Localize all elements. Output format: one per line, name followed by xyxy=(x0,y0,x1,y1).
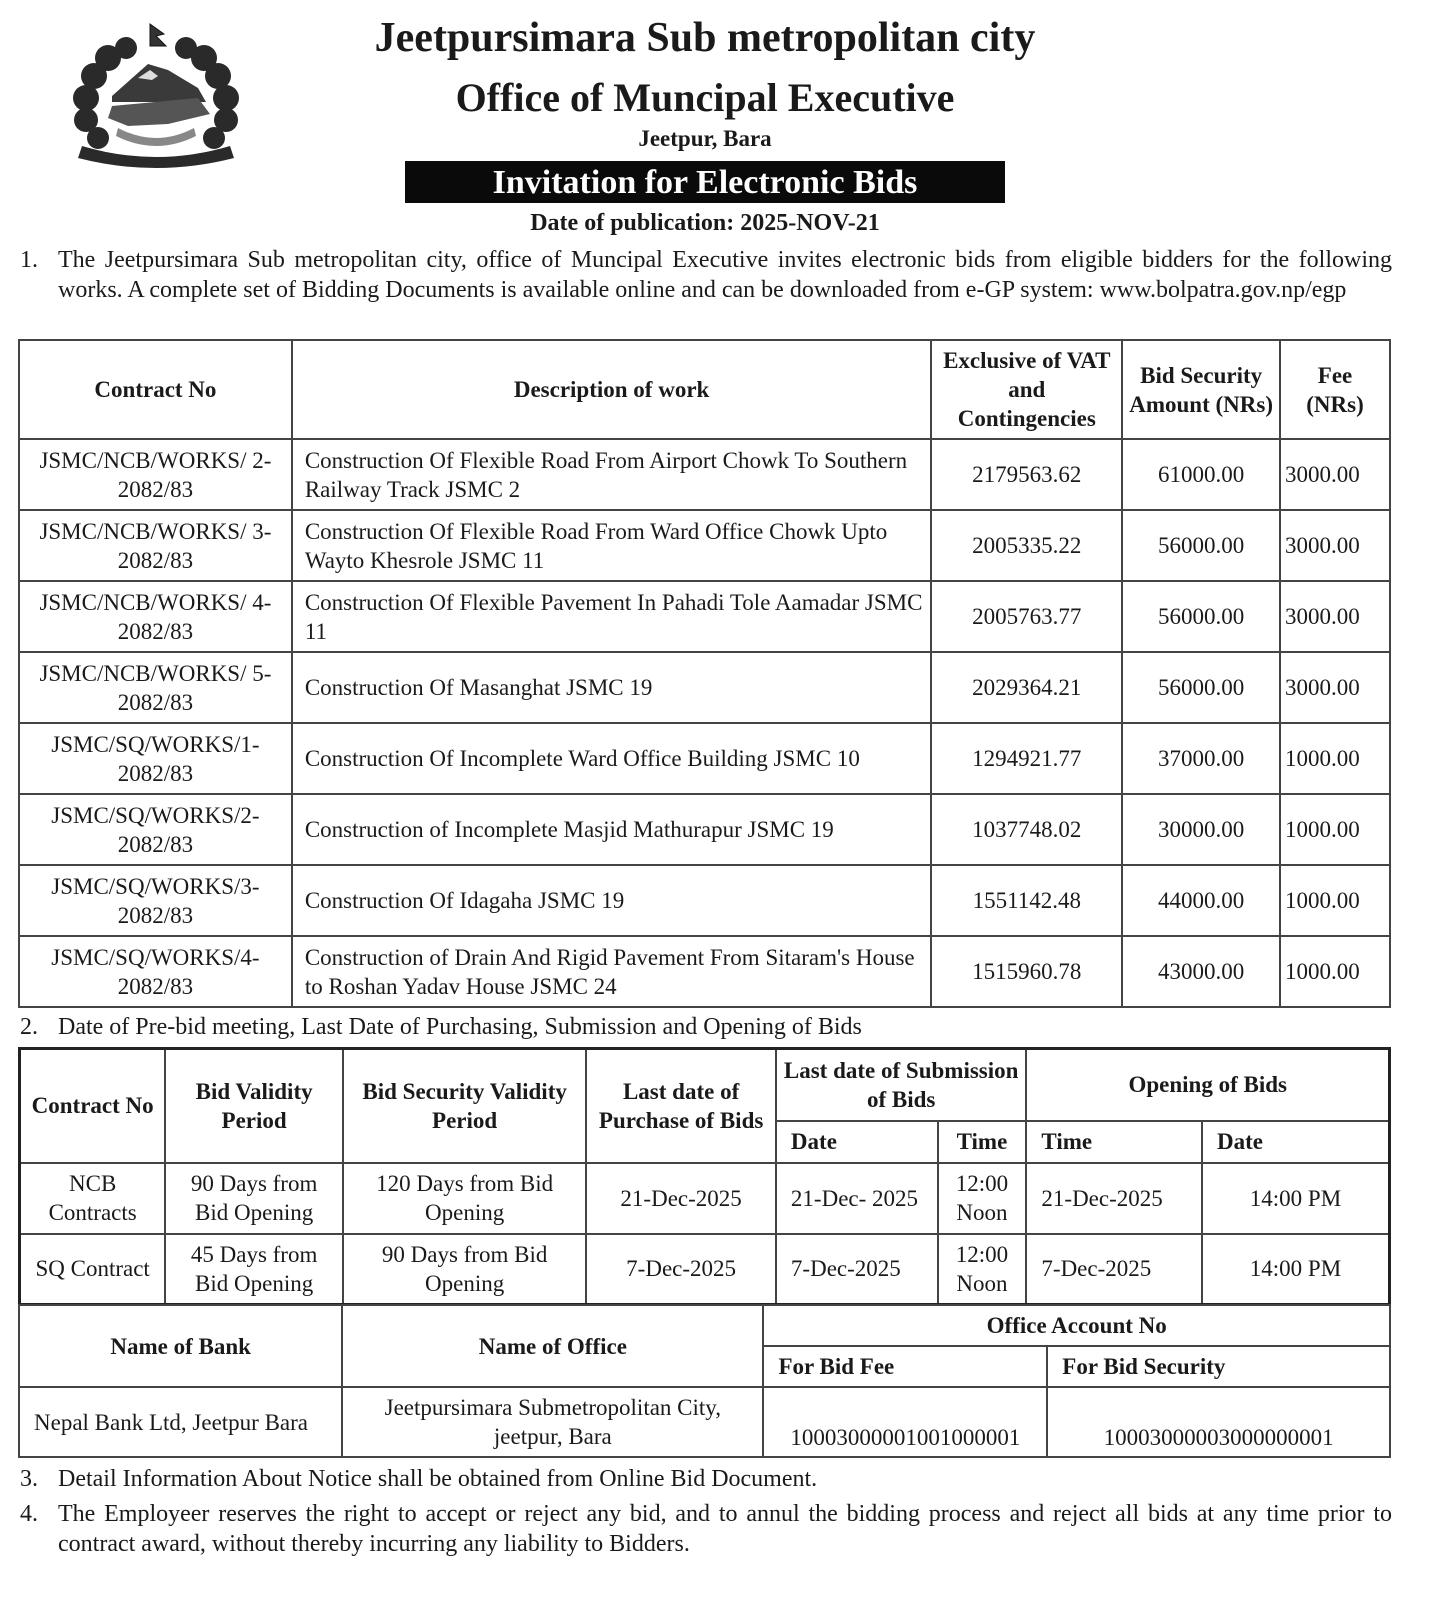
description-cell: Construction Of Flexible Road From Airport Chowk To Southern Railway Track JSMC 2 xyxy=(292,439,932,510)
submission-date-cell: 7-Dec-2025 xyxy=(776,1234,938,1305)
opening-time-cell: 21-Dec-2025 xyxy=(1026,1163,1202,1234)
security-validity-cell: 120 Days from Bid Opening xyxy=(343,1163,586,1234)
description-cell: Construction of Incomplete Masjid Mathurapur JSMC 19 xyxy=(292,794,932,865)
amount-cell: 2005335.22 xyxy=(931,510,1122,581)
schedule-table xyxy=(18,1047,1391,1306)
amount-cell: 2029364.21 xyxy=(931,652,1122,723)
table-row xyxy=(19,1387,1390,1457)
fee-cell: 3000.00 xyxy=(1280,581,1390,652)
bank-account-table xyxy=(18,1304,1391,1458)
header-location: Jeetpur, Bara xyxy=(638,126,772,151)
opening-date-cell: 14:00 PM xyxy=(1202,1163,1390,1234)
header-bank: Name of Bank xyxy=(19,1305,342,1387)
fee-cell: 3000.00 xyxy=(1280,652,1390,723)
fee-cell: 1000.00 xyxy=(1280,865,1390,936)
amount-cell: 1551142.48 xyxy=(931,865,1122,936)
bid-security-cell: 56000.00 xyxy=(1122,581,1280,652)
last-purchase-cell: 21-Dec-2025 xyxy=(586,1163,776,1234)
table-row xyxy=(19,936,1390,1007)
header-contract-no: Contract No xyxy=(20,1049,166,1163)
header-fee: Fee (NRs) xyxy=(1280,340,1390,439)
bid-validity-cell: 90 Days from Bid Opening xyxy=(165,1163,343,1234)
opening-time-cell: 7-Dec-2025 xyxy=(1026,1234,1202,1305)
table-row xyxy=(19,723,1390,794)
paragraph-text: Date of Pre-bid meeting, Last Date of Purchasing, Submission and Opening of Bids xyxy=(58,1014,862,1040)
header-description: Description of work xyxy=(292,340,932,439)
contract-no-cell: JSMC/SQ/WORKS/3- 2082/83 xyxy=(19,865,292,936)
header-security-validity: Bid Security Validity Period xyxy=(343,1049,586,1163)
amount-cell: 1515960.78 xyxy=(931,936,1122,1007)
description-cell: Construction Of Flexible Pavement In Pahadi Tole Aamadar JSMC 11 xyxy=(292,581,932,652)
header-opening: Opening of Bids xyxy=(1026,1049,1389,1121)
header-last-submission: Last date of Submission of Bids xyxy=(776,1049,1026,1121)
office-name: Jeetpursimara Submetropolitan City, jeetpur, Bara xyxy=(342,1387,763,1457)
description-cell: Construction Of Idagaha JSMC 19 xyxy=(292,865,932,936)
bid-security-cell: 44000.00 xyxy=(1122,865,1280,936)
bid-security-cell: 37000.00 xyxy=(1122,723,1280,794)
table-row xyxy=(19,439,1390,510)
header-bid-security: For Bid Security xyxy=(1047,1346,1390,1387)
nepal-government-emblem-icon xyxy=(68,18,244,168)
contract-no-cell: JSMC/SQ/WORKS/2- 2082/83 xyxy=(19,794,292,865)
description-cell: Construction of Drain And Rigid Pavement From Sitaram's House to Roshan Yadav House JSMC 24 xyxy=(292,936,932,1007)
bid-security-cell: 56000.00 xyxy=(1122,510,1280,581)
header-opening-time: Time xyxy=(1026,1121,1202,1163)
table-header-row xyxy=(19,340,1390,439)
fee-cell: 1000.00 xyxy=(1280,794,1390,865)
submission-time-cell: 12:00 Noon xyxy=(938,1163,1027,1234)
paragraph-4 xyxy=(20,1499,1392,1559)
table-row xyxy=(19,652,1390,723)
contract-no-cell: JSMC/SQ/WORKS/1- 2082/83 xyxy=(19,723,292,794)
submission-date-cell: 21-Dec- 2025 xyxy=(776,1163,938,1234)
contract-no-cell: JSMC/NCB/WORKS/ 2-2082/83 xyxy=(19,439,292,510)
amount-cell: 2005763.77 xyxy=(931,581,1122,652)
header-bid-fee: For Bid Fee xyxy=(763,1346,1047,1387)
description-cell: Construction Of Flexible Road From Ward Office Chowk Upto Wayto Khesrole JSMC 11 xyxy=(292,510,932,581)
header-subtitle: Office of Muncipal Executive xyxy=(455,75,955,120)
description-cell: Construction Of Incomplete Ward Office Building JSMC 10 xyxy=(292,723,932,794)
header-bid-security: Bid Security Amount (NRs) xyxy=(1122,340,1280,439)
notice-banner: Invitation for Electronic Bids xyxy=(405,161,1005,203)
paragraph-number: 3. xyxy=(20,1466,38,1492)
table-row xyxy=(20,1234,1390,1305)
table-header-row xyxy=(19,1305,1390,1346)
header-account: Office Account No xyxy=(763,1305,1390,1346)
contract-no-cell: JSMC/SQ/WORKS/4- 2082/83 xyxy=(19,936,292,1007)
paragraph-2 xyxy=(20,1012,1392,1042)
bid-security-cell: 61000.00 xyxy=(1122,439,1280,510)
table-row xyxy=(19,510,1390,581)
paragraph-1 xyxy=(20,245,1392,305)
publication-date: Date of publication: 2025-NOV-21 xyxy=(530,210,880,236)
table-row xyxy=(19,581,1390,652)
amount-cell: 1037748.02 xyxy=(931,794,1122,865)
contract-no-cell: JSMC/NCB/WORKS/ 4-2082/83 xyxy=(19,581,292,652)
header-office: Name of Office xyxy=(342,1305,763,1387)
paragraph-number: 4. xyxy=(20,1501,38,1527)
paragraph-text: Detail Information About Notice shall be obtained from Online Bid Document. xyxy=(58,1466,818,1492)
paragraph-number: 2. xyxy=(20,1014,38,1040)
header-last-purchase: Last date of Purchase of Bids xyxy=(586,1049,776,1163)
table-row xyxy=(19,794,1390,865)
header-bid-validity: Bid Validity Period xyxy=(165,1049,343,1163)
submission-time-cell: 12:00 Noon xyxy=(938,1234,1027,1305)
bid-fee-account: 10003000001001000001 xyxy=(763,1387,1047,1457)
bid-security-cell: 56000.00 xyxy=(1122,652,1280,723)
contract-no-cell: JSMC/NCB/WORKS/ 3-2082/83 xyxy=(19,510,292,581)
fee-cell: 3000.00 xyxy=(1280,510,1390,581)
table-row xyxy=(20,1163,1390,1234)
contract-type-cell: SQ Contract xyxy=(20,1234,166,1305)
fee-cell: 1000.00 xyxy=(1280,723,1390,794)
bank-name: Nepal Bank Ltd, Jeetpur Bara xyxy=(19,1387,342,1457)
paragraph-text: The Employeer reserves the right to accept or reject any bid, and to annul the bidding process and reject all bids at any time prior to contract award, without thereby incurring any liability to Bidders. xyxy=(58,1501,1392,1557)
opening-date-cell: 14:00 PM xyxy=(1202,1234,1390,1305)
security-validity-cell: 90 Days from Bid Opening xyxy=(343,1234,586,1305)
contract-type-cell: NCB Contracts xyxy=(20,1163,166,1234)
bid-validity-cell: 45 Days from Bid Opening xyxy=(165,1234,343,1305)
bid-security-cell: 43000.00 xyxy=(1122,936,1280,1007)
paragraph-text: The Jeetpursimara Sub metropolitan city, office of Muncipal Executive invites electronic bids from eligible bidders for the following works. A complete set of Bidding Documents is available online and can be downloaded from e-GP system: www.bolpatra.gov.np/egp xyxy=(58,247,1392,303)
table-header-row xyxy=(20,1049,1390,1121)
paragraph-number: 1. xyxy=(20,247,38,273)
amount-cell: 1294921.77 xyxy=(931,723,1122,794)
fee-cell: 3000.00 xyxy=(1280,439,1390,510)
bid-security-cell: 30000.00 xyxy=(1122,794,1280,865)
amount-cell: 2179563.62 xyxy=(931,439,1122,510)
header-title: Jeetpursimara Sub metropolitan city xyxy=(374,15,1036,61)
header-submission-time: Time xyxy=(938,1121,1027,1163)
header-submission-date: Date xyxy=(776,1121,938,1163)
header-amount: Exclusive of VAT and Contingencies xyxy=(931,340,1122,439)
last-purchase-cell: 7-Dec-2025 xyxy=(586,1234,776,1305)
fee-cell: 1000.00 xyxy=(1280,936,1390,1007)
description-cell: Construction Of Masanghat JSMC 19 xyxy=(292,652,932,723)
works-table xyxy=(18,339,1391,1008)
header-opening-date: Date xyxy=(1202,1121,1390,1163)
table-row xyxy=(19,865,1390,936)
header-contract-no: Contract No xyxy=(19,340,292,439)
contract-no-cell: JSMC/NCB/WORKS/ 5-2082/83 xyxy=(19,652,292,723)
bid-security-account: 10003000003000000001 xyxy=(1047,1387,1390,1457)
paragraph-3 xyxy=(20,1464,1392,1494)
